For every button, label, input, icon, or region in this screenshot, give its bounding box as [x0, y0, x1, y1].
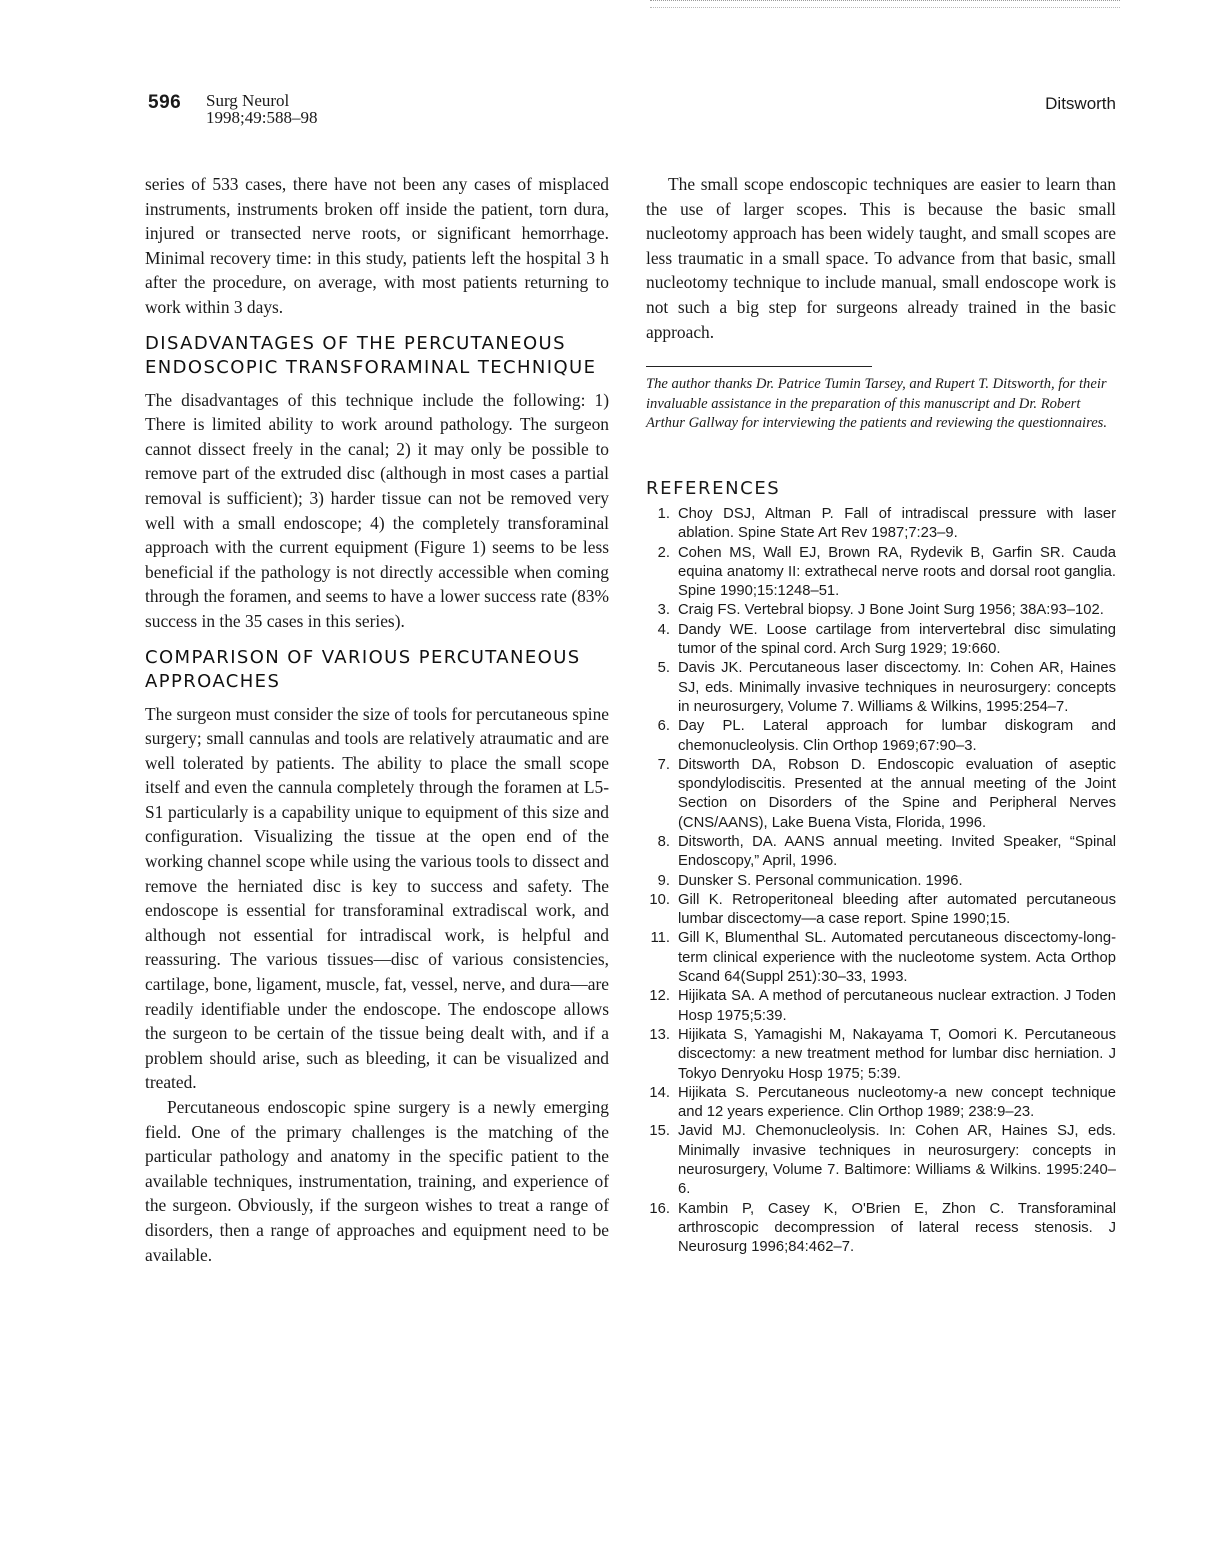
reference-text: Dunsker S. Personal communication. 1996.: [678, 872, 963, 889]
reference-text: Kambin P, Casey K, O'Brien E, Zhon C. Transforaminal arthroscopic decompression of lateral recess stenosis. J Neurosurg 1996;84:462–7.: [678, 1200, 1116, 1256]
reference-text: Day PL. Lateral approach for lumbar diskogram and chemonucleolysis. Clin Orthop 1969;67:90–3.: [678, 718, 1116, 754]
page-number: 596: [148, 92, 182, 113]
journal-citation: [206, 92, 317, 126]
reference-item: [646, 621, 1116, 660]
reference-number: 3.: [657, 602, 670, 619]
reference-number: 7.: [657, 756, 670, 773]
reference-item: [646, 601, 1116, 620]
journal-volume: 1998;49:588–98: [206, 108, 318, 127]
references-heading: REFERENCES: [646, 477, 781, 499]
reference-item: [646, 891, 1116, 930]
reference-text: Craig FS. Vertebral biopsy. J Bone Joint Surg 1956; 38A:93–102.: [678, 602, 1104, 619]
reference-item: [646, 833, 1116, 872]
disadvantages-paragraph: The disadvantages of this technique include the following: 1) There is limited ability to work around pathology. The surgeon cannot dissect freely in the canal; 2) it may only be possible to remove part of the extruded disc (although in most cases a partial removal is sufficient); 3) harder tissue can not be removed very well with a small endoscope; 4) the completely transforaminal approach with the current equipment (Figure 1) seems to be less beneficial if the pathology is not directly accessible when coming through the foramen, and seems to have a lower success rate (83% success in the 35 cases in this series).: [145, 389, 609, 631]
reference-text: Davis JK. Percutaneous laser discectomy. In: Cohen AR, Haines SJ, eds. Minimally invasive techniques in neurosurgery: concepts in neurosurgery, Volume 7. Williams & Wilkins, 1995:254–7.: [678, 660, 1116, 715]
reference-number: 2.: [657, 544, 670, 561]
reference-text: Hijikata S, Yamagishi M, Nakayama T, Oomori K. Percutaneous discectomy: a new treatment method for lumbar disc herniation. J Tokyo Denryoku Hosp 1975; 5:39.: [678, 1026, 1116, 1082]
left-column: [145, 172, 609, 1267]
reference-number: 14.: [649, 1084, 670, 1101]
continuation-paragraph: series of 533 cases, there have not been any cases of misplaced instruments, instruments broken off inside the patient, torn dura, injured or transected nerve roots, or significant hemorrhage. Minimal recovery time: in this study, patients left the hospital 3 h after the procedure, on average, with most patients returning to work within 3 days.: [145, 174, 609, 317]
small-scope-paragraph: The small scope endoscopic techniques are easier to learn than the use of larger scopes. This is because the basic small nucleotomy approach has been widely taught, and small scopes are less traumatic in a small space. To advance from that basic, small nucleotomy technique to include manual, small endoscope work is not such a big step for surgeons already trained in the basic approach.: [646, 174, 1116, 342]
reference-text: Gill K, Blumenthal SL. Automated percutaneous discectomy-long-term clinical experience with the nucleotome system. Acta Orthop Scand 64(Suppl 251):30–33, 1993.: [678, 930, 1116, 986]
comparison-heading: COMPARISON OF VARIOUS PERCUTANEOUS APPROACHES: [145, 646, 581, 692]
reference-text: Hijikata S. Percutaneous nucleotomy-a new concept technique and 12 years experience. Clin Orthop 1989; 238:9–23.: [678, 1084, 1116, 1121]
reference-item: [646, 1026, 1116, 1084]
reference-number: 10.: [649, 891, 670, 908]
reference-item: [646, 659, 1116, 717]
reference-item: [646, 1200, 1116, 1258]
running-head-author: Ditsworth: [1045, 94, 1116, 113]
reference-text: Ditsworth, DA. AANS annual meeting. Invited Speaker, “Spinal Endoscopy,” April, 1996.: [678, 833, 1116, 870]
reference-text: Javid MJ. Chemonucleolysis. In: Cohen AR, Haines SJ, eds. Minimally invasive techniques in neurosurgery: concepts in neurosurgery, Volume 7. Baltimore: Williams & Wilkins. 1995:240–6.: [678, 1123, 1116, 1198]
reference-text: Choy DSJ, Altman P. Fall of intradiscal pressure with laser ablation. Spine State Art Rev 1987;7:23–9.: [678, 505, 1116, 542]
reference-number: 11.: [650, 930, 670, 947]
references-list: [646, 505, 1116, 1258]
acknowledgment: The author thanks Dr. Patrice Tumin Tarsey, and Rupert T. Ditsworth, for their invaluable assistance in the preparation of this manuscript and Dr. Robert Arthur Gallway for interviewing the patients and reviewing the questionnaires.: [646, 376, 1108, 432]
disadvantages-heading: DISADVANTAGES OF THE PERCUTANEOUS ENDOSCOPIC TRANSFORAMINAL TECHNIQUE: [145, 332, 597, 378]
reference-text: Dandy WE. Loose cartilage from intervertebral disc simulating tumor of the spinal cord. Arch Surg 1929; 19:660.: [678, 621, 1116, 658]
reference-text: Ditsworth DA, Robson D. Endoscopic evaluation of aseptic spondylodiscitis. Presented at the annual meeting of the Joint Section on Disorders of the Spine and Peripheral Nerves (CNS/AANS), Lake Buena Vista, Florida, 1996.: [678, 756, 1116, 831]
reference-number: 12.: [649, 988, 670, 1005]
footnote-rule: [646, 366, 872, 367]
journal-name: Surg Neurol: [206, 91, 290, 110]
reference-number: 1.: [657, 505, 670, 522]
reference-item: [646, 1084, 1116, 1123]
comparison-paragraph-1: The surgeon must consider the size of tools for percutaneous spine surgery; small cannulas and tools are relatively atraumatic and are well tolerated by patients. The ability to place the small scope itself and even the cannula completely through the foramen at L5-S1 particularly is a capability unique to equipment of this size and configuration. Visualizing the tissue at the open end of the working channel scope while using the various tools to dissect and remove the herniated disc is key to success and safety. The endoscope is essential for transforaminal extradiscal work, and although not essential for intradiscal work, is helpful and reassuring. The various tissues—disc of various consistencies, cartilage, bone, ligament, muscle, fat, vessel, nerve, and dura—are readily identifiable under the endoscope. The endoscope allows the surgeon to be certain of the tissue being dealt with, and if a problem should arise, such as bleeding, it can be visualized and treated.: [145, 703, 609, 1093]
reference-item: [646, 1122, 1116, 1199]
reference-number: 6.: [657, 718, 670, 735]
reference-number: 13.: [649, 1026, 670, 1043]
page-header: [148, 92, 1116, 132]
reference-item: [646, 756, 1116, 833]
reference-item: [646, 929, 1116, 987]
reference-number: 5.: [657, 660, 670, 677]
reference-item: [646, 505, 1116, 544]
comparison-paragraph-2: Percutaneous endoscopic spine surgery is a newly emerging field. One of the primary challenges is the matching of the particular pathology and anatomy in the specific patient to the available techniques, instrumentation, training, and experience of the surgeon. Obviously, if the surgeon wishes to treat a range of disorders, then a range of approaches and equipment need to be available.: [145, 1097, 609, 1265]
reference-text: Hijikata SA. A method of percutaneous nuclear extraction. J Toden Hosp 1975;5:39.: [678, 988, 1116, 1024]
reference-number: 9.: [657, 872, 670, 889]
reference-number: 16.: [649, 1200, 670, 1217]
reference-text: Cohen MS, Wall EJ, Brown RA, Rydevik B, Garfin SR. Cauda equina anatomy II: extrathecal nerve roots and dorsal root ganglia. Spine 1990;15:1248–51.: [678, 544, 1116, 600]
right-column: [646, 172, 1116, 1258]
reference-number: 4.: [657, 621, 670, 638]
reference-item: [646, 872, 1116, 891]
reference-number: 15.: [649, 1123, 670, 1140]
reference-item: [646, 717, 1116, 756]
reference-text: Gill K. Retroperitoneal bleeding after automated percutaneous lumbar discectomy—a case report. Spine 1990;15.: [678, 891, 1116, 928]
reference-number: 8.: [657, 833, 670, 850]
reference-item: [646, 544, 1116, 602]
scan-artifact-top: [650, 0, 1120, 8]
reference-item: [646, 987, 1116, 1026]
